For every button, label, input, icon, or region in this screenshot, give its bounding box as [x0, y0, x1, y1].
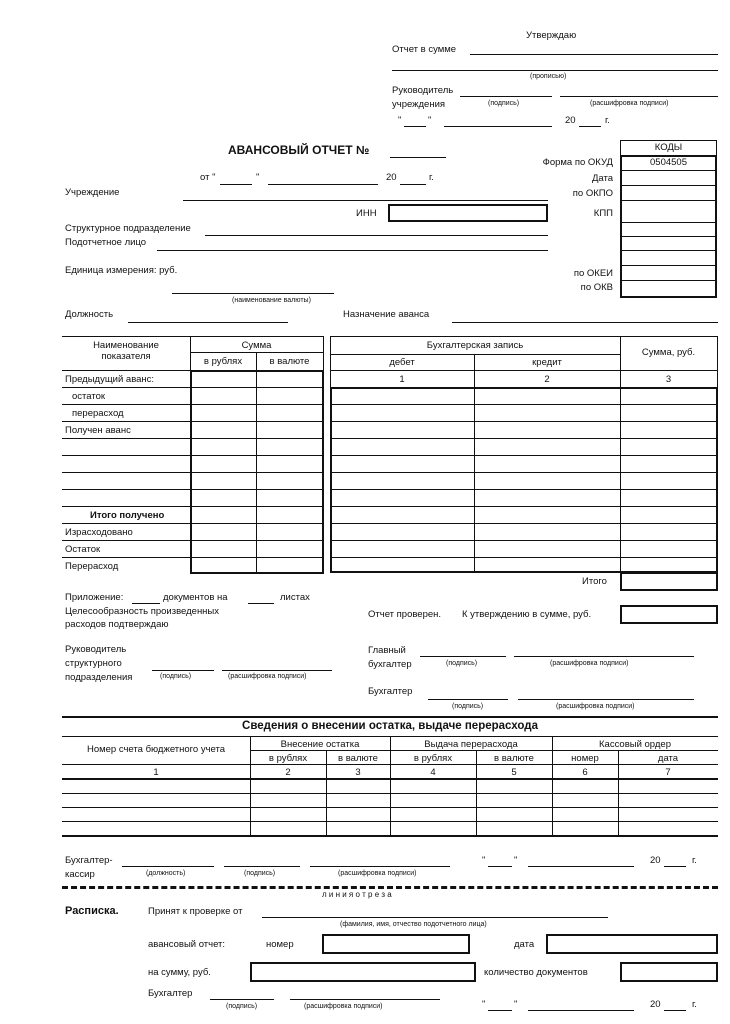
- struct-head-3: подразделения: [65, 672, 133, 683]
- issue-rub: в рублях: [413, 753, 453, 764]
- row-spent: Израсходовано: [65, 527, 133, 538]
- report-sum-label: Отчет в сумме: [392, 44, 457, 55]
- row-prev-advance: Предыдущий аванс:: [65, 374, 155, 385]
- head-decoding-line[interactable]: [560, 96, 718, 97]
- struct-line[interactable]: [205, 235, 548, 236]
- codes-values-box: [620, 155, 717, 298]
- accepted-person-line[interactable]: [262, 917, 608, 918]
- cashier-year-suffix: г.: [692, 855, 697, 866]
- accountant-decoding-line[interactable]: [518, 699, 694, 700]
- date-label: Дата: [591, 173, 613, 184]
- head-label-2: учреждения: [392, 99, 446, 110]
- info-title: Сведения о внесении остатка, выдаче перерасхода: [242, 720, 538, 732]
- name-header-2: показателя: [101, 351, 151, 362]
- accountable-label: Подотчетное лицо: [65, 237, 147, 248]
- accountant-signature-note: (подпись): [452, 703, 484, 710]
- receipt-month-line[interactable]: [528, 1010, 634, 1011]
- report-sum-line-2[interactable]: [392, 70, 718, 71]
- row-overspend: перерасход: [72, 408, 124, 419]
- doc-count-field[interactable]: [620, 962, 718, 982]
- info-col-3: 3: [355, 767, 361, 778]
- expedience-1: Целесообразность произведенных: [65, 606, 220, 617]
- receipt-day-line[interactable]: [488, 1010, 512, 1011]
- accountant-label: Бухгалтер: [368, 686, 413, 697]
- docs-label: документов на: [163, 592, 228, 603]
- receipt-number-field[interactable]: [322, 934, 470, 954]
- unit-label: Единица измерения: руб.: [65, 265, 178, 276]
- from-day-line[interactable]: [220, 184, 252, 185]
- info-row[interactable]: [62, 821, 718, 822]
- institution-label: Учреждение: [65, 187, 120, 198]
- cashier-decoding-line[interactable]: [310, 866, 450, 867]
- from-label: от ": [200, 172, 216, 183]
- head-label-1: Руководитель: [392, 85, 454, 96]
- issue-cur: в валюте: [494, 753, 534, 764]
- struct-head-decoding-line[interactable]: [222, 670, 332, 671]
- total-field[interactable]: [620, 572, 718, 591]
- chief-acc-2: бухгалтер: [368, 659, 412, 670]
- checked-label: Отчет проверен.: [368, 609, 442, 620]
- row-total-received: Итого получено: [90, 510, 165, 521]
- sheets-label: листах: [280, 592, 310, 603]
- receipt-year-prefix: 20: [650, 999, 661, 1010]
- report-sum-line[interactable]: [470, 54, 718, 55]
- approve-year-suffix: г.: [605, 115, 610, 126]
- cashier-month-line[interactable]: [528, 866, 634, 867]
- struct-head-1: Руководитель: [65, 644, 127, 655]
- row-balance: остаток: [72, 391, 106, 402]
- sum-header: Сумма: [241, 340, 272, 351]
- institution-line[interactable]: [183, 200, 548, 201]
- report-number-line[interactable]: [390, 157, 446, 158]
- receipt-title: Расписка.: [65, 905, 119, 917]
- report-title: АВАНСОВЫЙ ОТЧЕТ №: [228, 143, 370, 157]
- purpose-label: Назначение аванса: [343, 309, 430, 320]
- okei-label: по ОКЕИ: [573, 268, 613, 279]
- chief-acc-signature-line[interactable]: [420, 656, 506, 657]
- cur-header: в валюте: [269, 356, 310, 367]
- inn-field[interactable]: [388, 204, 548, 222]
- row-remainder: Остаток: [65, 544, 101, 555]
- struct-head-decoding-note: (расшифровка подписи): [228, 673, 307, 680]
- currency-line[interactable]: [172, 293, 334, 294]
- person-note: (фамилия, имя, отчество подотчетного лица): [340, 921, 487, 928]
- approve-sum-field[interactable]: [620, 605, 718, 624]
- okud-value: 0504505: [650, 157, 687, 168]
- approve-quote-open: ": [398, 115, 402, 126]
- approve-title: Утверждаю: [526, 30, 577, 41]
- head-signature-note: (подпись): [488, 100, 520, 107]
- struct-head-signature-note: (подпись): [160, 673, 192, 680]
- approve-quote-close: ": [428, 115, 432, 126]
- from-quote-close: ": [256, 172, 260, 183]
- row-received: Получен аванс: [65, 425, 131, 436]
- info-col-4: 4: [430, 767, 436, 778]
- number-label: номер: [266, 939, 294, 950]
- info-col-6: 6: [582, 767, 588, 778]
- info-row[interactable]: [62, 793, 718, 794]
- row-overrun: Перерасход: [65, 561, 119, 572]
- receipt-date-field[interactable]: [546, 934, 718, 954]
- head-signature-line[interactable]: [460, 96, 552, 97]
- cashier-quote-open: ": [482, 855, 486, 866]
- accountable-line[interactable]: [157, 250, 548, 251]
- inn-label: ИНН: [356, 208, 377, 219]
- chief-acc-signature-note: (подпись): [446, 660, 478, 667]
- currency-note: (наименование валюты): [232, 297, 311, 304]
- doc-count-label: количество документов: [484, 967, 588, 978]
- cashier-decoding-note: (расшифровка подписи): [338, 870, 417, 877]
- position-line[interactable]: [128, 322, 288, 323]
- docs-count-line[interactable]: [132, 603, 160, 604]
- cashier-position-line[interactable]: [122, 866, 214, 867]
- cashier-label-2: кассир: [65, 869, 95, 880]
- receipt-signature-line[interactable]: [210, 999, 274, 1000]
- order-number: номер: [571, 753, 599, 764]
- kpp-label: КПП: [593, 208, 613, 219]
- cashier-year-prefix: 20: [650, 855, 661, 866]
- accountant-signature-line[interactable]: [428, 699, 508, 700]
- from-month-line[interactable]: [268, 184, 378, 185]
- receipt-sum-field[interactable]: [250, 962, 476, 982]
- accountant-decoding-note: (расшифровка подписи): [556, 703, 635, 710]
- name-header-1: Наименование: [93, 340, 159, 351]
- okv-label: по ОКВ: [580, 282, 613, 293]
- chief-acc-1: Главный: [368, 645, 406, 656]
- info-col-5: 5: [511, 767, 517, 778]
- purpose-line[interactable]: [452, 322, 718, 323]
- col-1: 1: [399, 374, 405, 385]
- struct-label: Структурное подразделение: [65, 223, 191, 234]
- chief-acc-decoding-note: (расшифровка подписи): [550, 660, 629, 667]
- approve-sum-label: К утверждению в сумме, руб.: [462, 609, 592, 620]
- accounting-grid[interactable]: [330, 387, 718, 573]
- deposit-rub: в рублях: [268, 753, 308, 764]
- info-row[interactable]: [62, 807, 718, 808]
- receipt-signature-note: (подпись): [226, 1003, 258, 1010]
- approve-year-prefix: 20: [565, 115, 576, 126]
- position-label: Должность: [65, 309, 114, 320]
- account-header: Номер счета бюджетного учета: [86, 744, 226, 755]
- info-col-7: 7: [665, 767, 671, 778]
- receipt-date-label: дата: [514, 939, 535, 950]
- okpo-label: по ОКПО: [572, 188, 613, 199]
- approve-year-line[interactable]: [579, 126, 601, 127]
- cashier-signature-line[interactable]: [224, 866, 300, 867]
- receipt-decoding-note: (расшифровка подписи): [304, 1003, 383, 1010]
- cash-order-header: Кассовый ордер: [599, 739, 671, 750]
- col-2: 2: [544, 374, 550, 385]
- debit-header: дебет: [389, 357, 415, 368]
- cashier-year-line[interactable]: [664, 866, 686, 867]
- receipt-year-line[interactable]: [664, 1010, 686, 1011]
- okud-label: Форма по ОКУД: [542, 157, 613, 168]
- in-words-note: (прописью): [530, 73, 567, 80]
- deposit-cur: в валюте: [338, 753, 378, 764]
- cashier-quote-close: ": [514, 855, 518, 866]
- cashier-day-line[interactable]: [488, 866, 512, 867]
- approve-day-line[interactable]: [404, 126, 426, 127]
- accounting-header: Бухгалтерская запись: [426, 340, 524, 351]
- receipt-year-suffix: г.: [692, 999, 697, 1010]
- from-year-prefix: 20: [386, 172, 397, 183]
- receipt-accountant-label: Бухгалтер: [148, 988, 193, 999]
- info-col-1: 1: [153, 767, 159, 778]
- expedience-2: расходов подтверждаю: [65, 619, 169, 630]
- credit-header: кредит: [532, 357, 562, 368]
- receipt-quote-open: ": [482, 999, 486, 1010]
- cashier-label-1: Бухгалтер-: [65, 855, 113, 866]
- sum-label: на сумму, руб.: [148, 967, 211, 978]
- receipt-decoding-line[interactable]: [290, 999, 440, 1000]
- attachment-label: Приложение:: [65, 592, 124, 603]
- chief-acc-decoding-line[interactable]: [514, 656, 694, 657]
- total-label: Итого: [582, 576, 607, 587]
- from-year-suffix: г.: [429, 172, 434, 183]
- approve-month-line[interactable]: [444, 126, 552, 127]
- rub-header: в рублях: [203, 356, 243, 367]
- struct-head-signature-line[interactable]: [152, 670, 214, 671]
- deposit-header: Внесение остатка: [280, 739, 360, 750]
- col-3: 3: [665, 374, 672, 385]
- sum-rub-header: Сумма, руб.: [641, 347, 696, 358]
- info-col-2: 2: [285, 767, 291, 778]
- report-label: авансовый отчет:: [148, 939, 226, 950]
- receipt-quote-close: ": [514, 999, 518, 1010]
- from-year-line[interactable]: [400, 184, 426, 185]
- cashier-position-note: (должность): [146, 870, 186, 877]
- cashier-signature-note: (подпись): [244, 870, 276, 877]
- accepted-label: Принят к проверке от: [148, 906, 243, 917]
- struct-head-2: структурного: [65, 658, 122, 669]
- order-date: дата: [657, 753, 679, 764]
- head-decoding-note: (расшифровка подписи): [590, 100, 669, 107]
- cut-line: [62, 886, 718, 889]
- sheets-count-line[interactable]: [248, 603, 274, 604]
- issue-header: Выдача перерасхода: [424, 739, 518, 750]
- cut-line-label: л и н и я о т р е з а: [322, 890, 392, 899]
- codes-title: КОДЫ: [654, 142, 683, 153]
